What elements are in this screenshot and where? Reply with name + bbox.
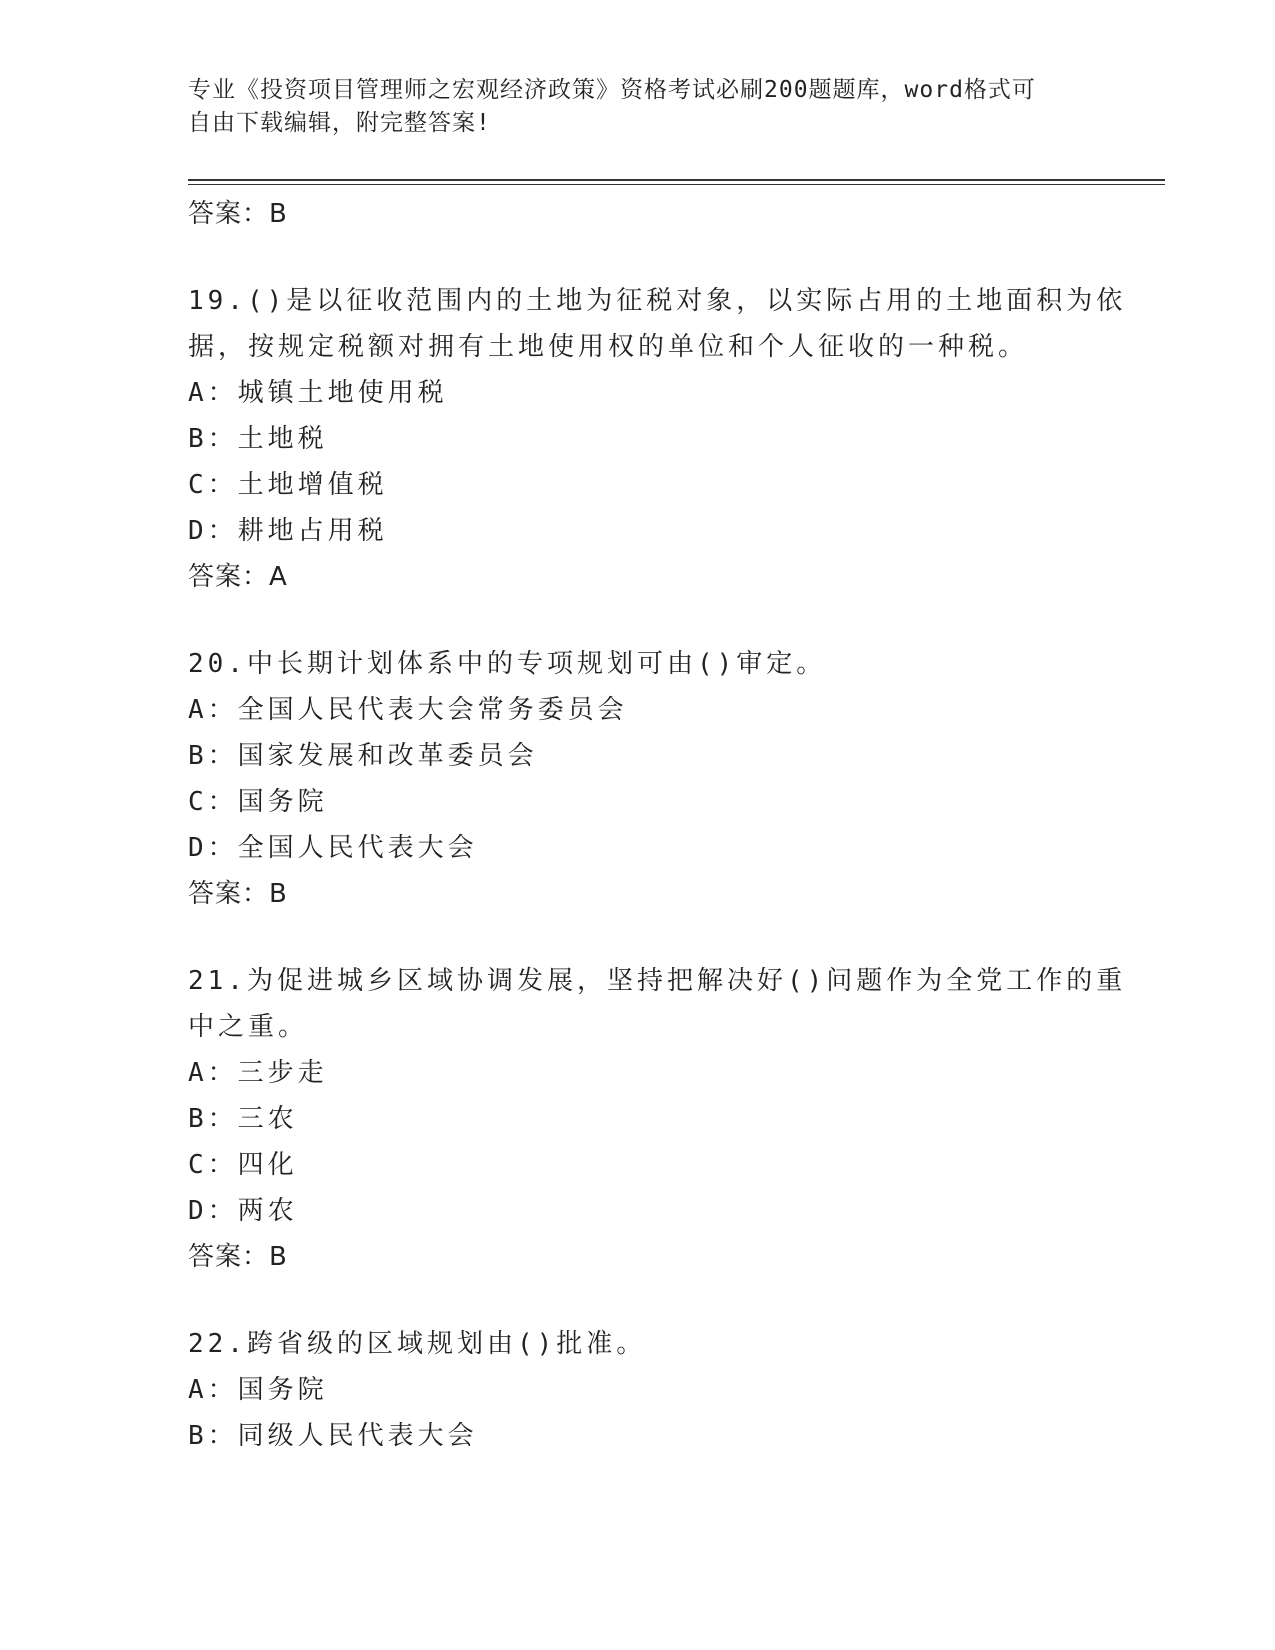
question-block: [188, 1321, 1088, 1459]
question-text: 22.跨省级的区域规划由()批准。: [188, 1329, 647, 1359]
question-text: 21.为促进城乡区域协调发展，坚持把解决好()问题作为全党工作的重: [188, 966, 1127, 996]
option-d: D：两农: [188, 1196, 298, 1226]
answer-line: 答案：B: [188, 879, 288, 909]
option-b: B：土地税: [188, 424, 328, 454]
answer-line: 答案：B: [188, 199, 288, 229]
answer-line: 答案：B: [188, 1242, 288, 1272]
question-block: [188, 641, 1088, 917]
option-c: C：国务院: [188, 787, 328, 817]
header-line-1: 专业《投资项目管理师之宏观经济政策》资格考试必刷200题题库，word格式可: [188, 77, 1036, 103]
question-block: [188, 278, 1127, 600]
option-d: D：全国人民代表大会: [188, 833, 478, 863]
option-b: B：三农: [188, 1104, 298, 1134]
question-text: 中之重。: [188, 1012, 309, 1042]
header-rule-thick: [188, 179, 1165, 181]
answer-line: 答案：A: [188, 562, 288, 592]
option-b: B：同级人民代表大会: [188, 1421, 478, 1451]
header-rule-thin: [188, 184, 1165, 185]
option-c: C：土地增值税: [188, 470, 388, 500]
option-c: C：四化: [188, 1150, 298, 1180]
question-text: 19.()是以征收范围内的土地为征税对象，以实际占用的土地面积为依: [188, 286, 1127, 316]
option-b: B：国家发展和改革委员会: [188, 741, 538, 771]
question-block: [188, 958, 1127, 1280]
option-a: A：全国人民代表大会常务委员会: [188, 695, 628, 725]
option-a: A：三步走: [188, 1058, 328, 1088]
question-text: 20.中长期计划体系中的专项规划可由()审定。: [188, 649, 827, 679]
document-header: [188, 74, 1088, 140]
option-d: D：耕地占用税: [188, 516, 388, 546]
option-a: A：国务院: [188, 1375, 328, 1405]
option-a: A：城镇土地使用税: [188, 378, 448, 408]
question-body: [188, 191, 1127, 1459]
question-text: 据，按规定税额对拥有土地使用权的单位和个人征收的一种税。: [188, 332, 1029, 362]
header-line-2: 自由下载编辑，附完整答案!: [188, 110, 491, 136]
